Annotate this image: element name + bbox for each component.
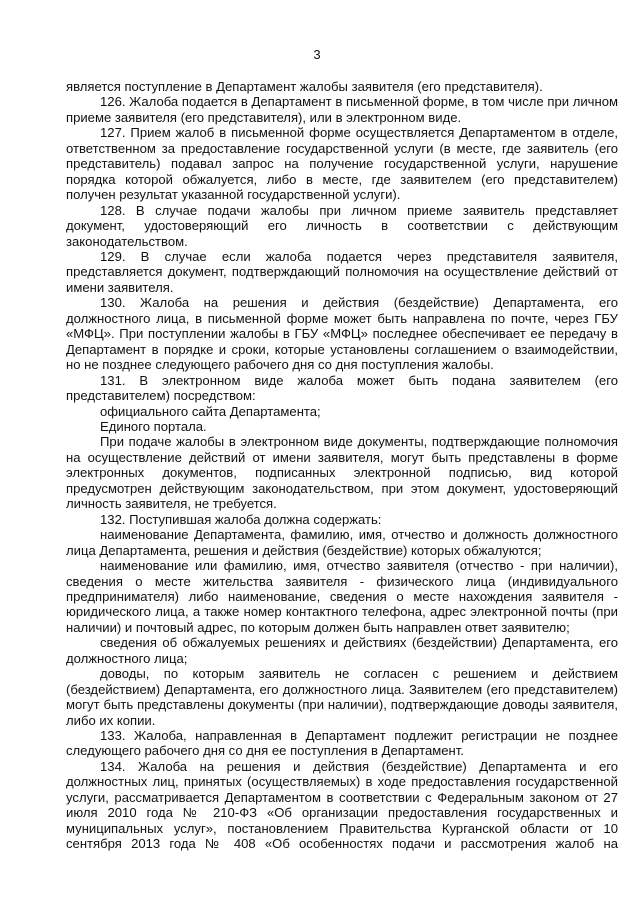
document-body (66, 79, 618, 852)
paragraph: наименование Департамента, фамилию, имя, отчество и должность должностного лица Департамента, решения и действия (бездействие) которых обжалуются; (66, 527, 618, 558)
paragraph: 133. Жалоба, направленная в Департамент подлежит регистрации не позднее следующего рабочего дня со дня ее поступления в Департамент. (66, 728, 618, 759)
paragraph: сведения об обжалуемых решениях и действиях (бездействии) Департамента, его должностного лица; (66, 635, 618, 666)
page-number: 3 (313, 47, 321, 62)
paragraph: 132. Поступившая жалоба должна содержать: (100, 511, 382, 527)
paragraph: является поступление в Департамент жалобы заявителя (его представителя). (66, 79, 543, 94)
paragraph: 126. Жалоба подается в Департамент в письменной форме, в том числе при личном приеме заявителя (его представителя), или в электронном виде. (66, 94, 618, 125)
paragraph: 130. Жалоба на решения и действия (бездействие) Департамента, его должностного лица, в письменной форме может быть направлена по почте, через ГБУ «МФЦ». При поступлении жалобы в ГБУ «МФЦ» последнее обеспечивает ее передачу в Департамент в порядке и сроки, которые установлены соглашением о взаимодействии, но не позднее следующего рабочего дня со дня поступления жалобы. (66, 295, 618, 373)
paragraph: 128. В случае подачи жалобы при личном приеме заявитель представляет документ, удостоверяющий его личность в соответствии с действующим законодательством. (66, 202, 618, 249)
paragraph: 131. В электронном виде жалоба может быть подана заявителем (его представителем) посредством: (66, 372, 618, 404)
paragraph: официального сайта Департамента; (100, 403, 321, 419)
paragraph: Единого портала. (100, 418, 207, 434)
paragraph: 134. Жалоба на решения и действия (бездействие) Департамента и его должностных лиц, принятых (осуществляемых) в ходе предоставления государственной услуги, рассматривается Департаментом в соответствии с Федеральным законом от 27 июля 2010 года № 210-ФЗ «Об организации предоставления государственных и муниципальных услуг», постановлением Правительства Курганской области от 10 сентября 2013 года № 408 «Об особенностях подачи и рассмотрения жалоб на (66, 758, 618, 852)
paragraph: наименование или фамилию, имя, отчество заявителя (отчество - при наличии), сведения о месте жительства заявителя - физического лица (индивидуального предпринимателя) либо наименование, сведения о месте нахождения заявителя - юридического лица, а также номер контактного телефона, адрес электронной почты (при наличии) и почтовый адрес, по которым должен быть направлен ответ заявителю; (66, 558, 618, 635)
paragraph: 127. Прием жалоб в письменной форме осуществляется Департаментом в отделе, ответственном за предоставление государственной услуги (в месте, где заявитель (его представитель) подавал запрос на получение государственной услуги, нарушение порядка которой обжалуется, либо в месте, где заявителем (его представителем) получен результат указанной государственной услуги). (66, 125, 618, 203)
paragraph: При подаче жалобы в электронном виде документы, подтверждающие полномочия на осуществление действий от имени заявителя, могут быть представлены в форме электронных документов, подписанных электронной подписью, вид которой предусмотрен действующим законодательством, при этом документ, удостоверяющий личность заявителя, не требуется. (66, 434, 618, 512)
paragraph: 129. В случае если жалоба подается через представителя заявителя, представляется документ, подтверждающий полномочия на осуществление действий от имени заявителя. (66, 248, 618, 295)
paragraph: доводы, по которым заявитель не согласен с решением и действием (бездействием) Департамента, его должностного лица. Заявителем (его представителем) могут быть представлены документы (при наличии), подтверждающие доводы заявителя, либо их копии. (66, 666, 618, 728)
